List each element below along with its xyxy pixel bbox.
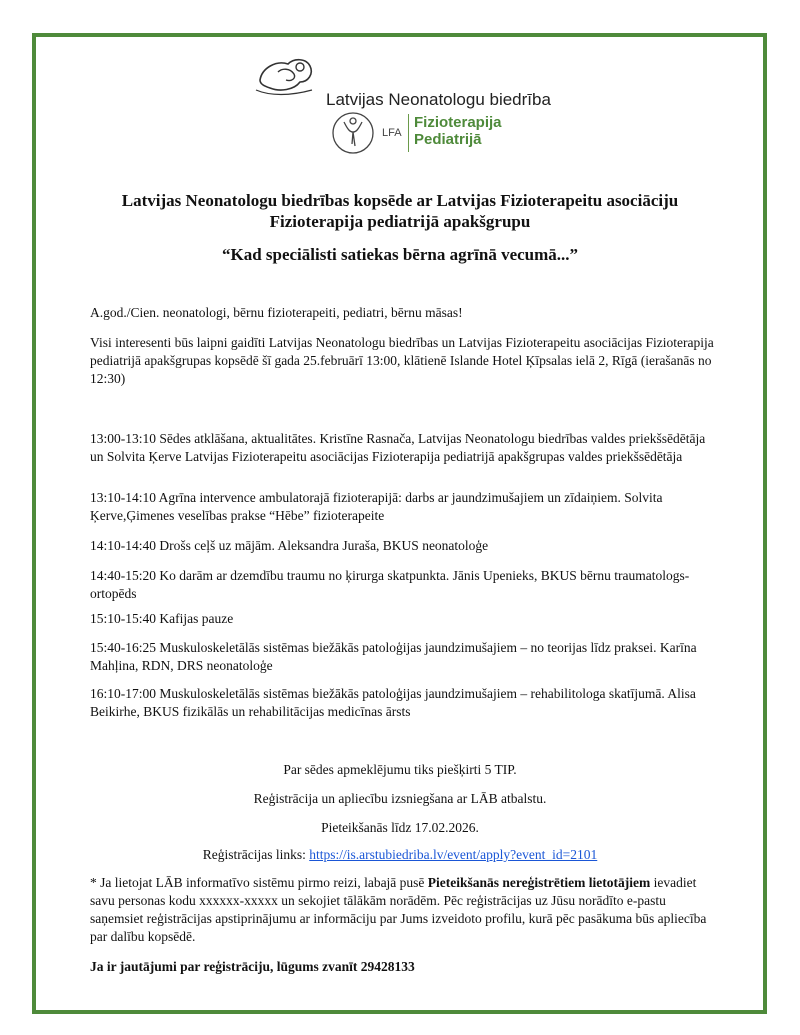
lfa-abbreviation: LFA [382,127,402,139]
footnote [90,874,720,946]
lfa-figure-icon [330,110,376,156]
footnote-text-2: ievadiet savu personas kodu xxxxxx-xxxxx un sekojiet tālākām norādēm. Pēc reģistrācijas uz Jūsu norādīto e-pastu saņemsiet reģistrācijas apstiprinājumu ar informāciju par Jums izveidoto profilu, kurā pēc pasākuma būs apliecība par dalību kopsēdē. [90,875,707,944]
title-line-2: Fizioterapija pediatrijā apakšgrupu [269,212,531,231]
pediatric-name-line2: Pediatrijā [414,131,482,148]
agenda-item: 13:10-14:10 Agrīna intervence ambulatorajā fizioterapijā: darbs ar jaundzimušajiem un zīdaiņiem. Solvita Ķerve,Ģimenes veselības prakse “Hēbe” fizioterapeite [90,490,663,523]
lfa-pediatric-logo [330,110,530,156]
registration-link-label: Reģistrācijas links: [202,847,310,862]
agenda-item: 14:10-14:40 Drošs ceļš uz mājām. Aleksandra Juraša, BKUS neonatoloģe [90,538,489,553]
agenda-item: 14:40-15:20 Ko darām ar dzemdību traumu no ķirurga skatpunkta. Jānis Upenieks, BKUS bērnu traumatologs-ortopēds [90,568,690,601]
registration-deadline: Pieteikšanās līdz 17.02.2026. [321,820,479,835]
contact-phone-note: Ja ir jautājumi par reģistrāciju, lūgums zvanīt 29428133 [90,959,415,974]
neonatology-logo [250,50,570,112]
footnote-bold-link-text: Pieteikšanās nereģistrētiem lietotājiem [427,875,651,890]
pediatric-name-line1: Fizioterapija [414,114,502,131]
mother-baby-icon [250,50,330,100]
neonatology-logo-text: Latvijas Neonatologu biedrība [326,90,551,109]
document-title [60,190,740,232]
greeting: A.god./Cien. neonatologi, bērnu fizioterapeiti, pediatri, bērnu māsas! [90,305,463,320]
registration-link-line [60,846,740,864]
title-line-1: Latvijas Neonatologu biedrības kopsēde ar Latvijas Fizioterapeitu asociāciju [121,191,679,210]
agenda-item: 15:40-16:25 Muskuloskeletālās sistēmas biežākās patoloģijas jaundzimušajiem – no teorijas līdz praksei. Karīna Mahļina, RDN, DRS neonatoloģe [90,640,697,673]
registration-note: Reģistrācija un apliecību izsniegšana ar LĀB atbalstu. [253,791,547,806]
tip-points-note: Par sēdes apmeklējumu tiks piešķirti 5 TIP. [283,762,517,777]
pediatric-subgroup-name [414,114,502,148]
registration-link[interactable]: https://is.arstubiedriba.lv/event/apply?event_id=2101 [309,847,598,862]
logo-divider [408,114,409,152]
agenda-item: 16:10-17:00 Muskuloskeletālās sistēmas biežākās patoloģijas jaundzimušajiem – rehabilitologa skatījumā. Alisa Beikirhe, BKUS fizikālās un rehabilitācijas medicīnas ārsts [90,686,696,719]
invitation-paragraph: Visi interesenti būs laipni gaidīti Latvijas Neonatologu biedrības un Latvijas Fizioterapeitu asociācijas Fizioterapija pediatrijā apakšgrupas kopsēdē šī gada 25.februārī 13:00, klātienē Islande Hotel Ķīpsalas ielā 2, Rīgā (ierašanās no 12:30) [90,335,714,386]
document-subtitle: “Kad speciālisti satiekas bērna agrīnā vecumā...” [221,245,579,264]
footnote-text-1: * Ja lietojat LĀB informatīvo sistēmu pirmo reizi, labajā pusē [90,875,428,890]
agenda-item: 15:10-15:40 Kafijas pauze [90,611,234,626]
agenda-item: 13:00-13:10 Sēdes atklāšana, aktualitātes. Kristīne Rasnača, Latvijas Neonatologu biedrības valdes priekšsēdētāja un Solvita Ķerve Latvijas Fizioterapeitu asociācijas Fizioterapija pediatrijā apakšgrupas valdes priekšsēdētāja [90,431,706,464]
